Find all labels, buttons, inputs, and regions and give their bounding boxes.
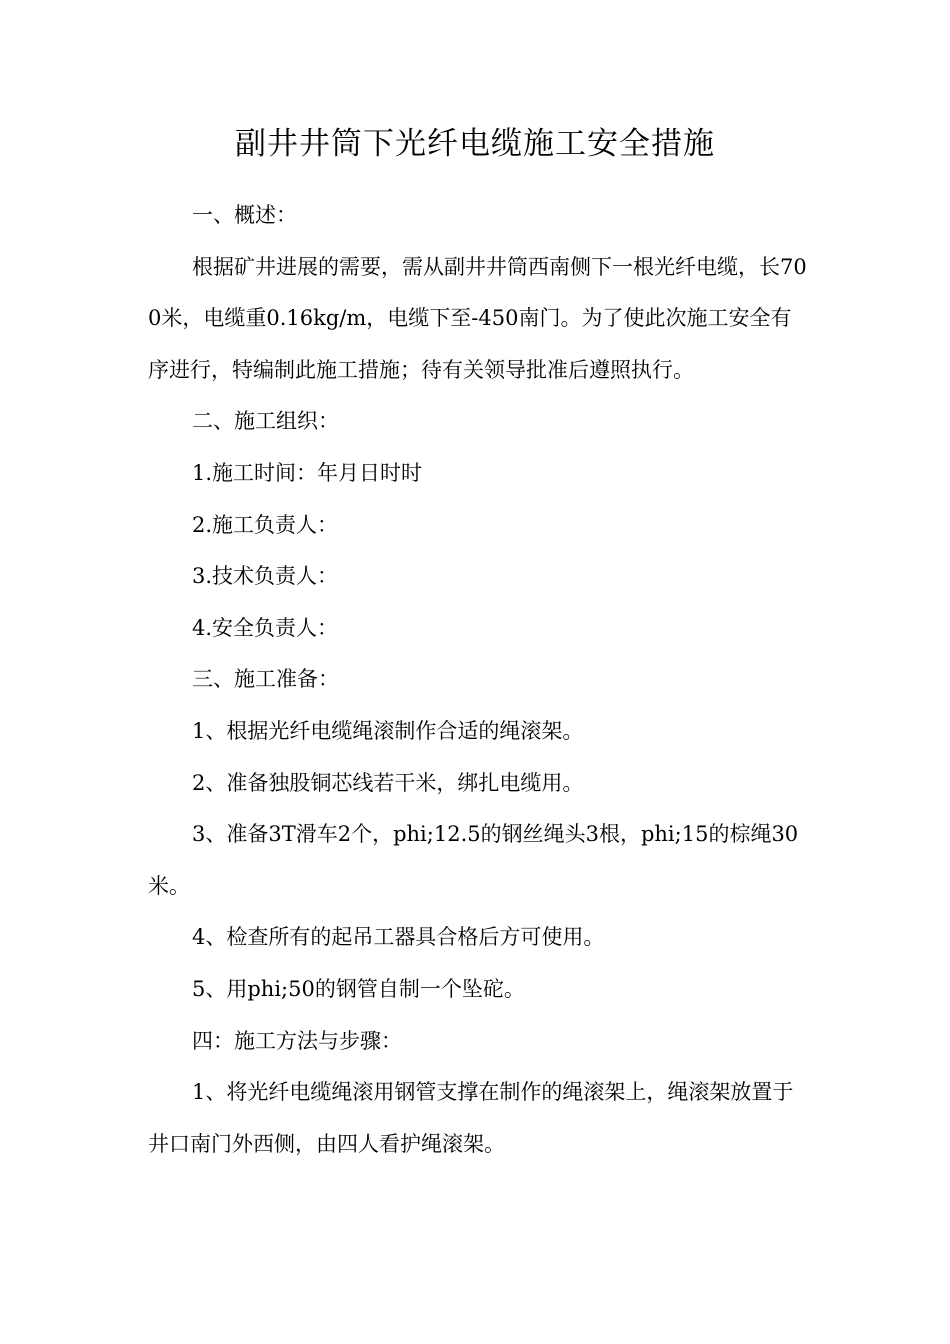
document-body: [148, 190, 808, 1170]
list-item-method-1: 1、将光纤电缆绳滚用钢管支撑在制作的绳滚架上，绳滚架放置于井口南门外西侧，由四人看护绳滚架。: [148, 1080, 794, 1156]
section-heading-organization: 二、施工组织：: [192, 409, 339, 434]
list-item-prep-1: 1、根据光纤电缆绳滚制作合适的绳滚架。: [192, 718, 584, 743]
list-item-prep-3: 3、准备3T滑车2个，phi;12.5的钢丝绳头3根，phi;15的棕绳30米。: [148, 822, 799, 898]
list-item-technical-lead: 3.技术负责人：: [192, 564, 339, 589]
list-item-prep-4: 4、检查所有的起吊工器具合格后方可使用。: [192, 925, 605, 950]
list-item-prep-2: 2、准备独股铜芯线若干米，绑扎电缆用。: [192, 770, 584, 795]
document-title: 副井井筒下光纤电缆施工安全措施: [235, 126, 715, 162]
list-item-construction-lead: 2.施工负责人：: [192, 512, 339, 537]
paragraph-overview-text: 根据矿井进展的需要，需从副井井筒西南侧下一根光纤电缆，长700米，电缆重0.16kg/m，电缆下至-450南门。为了使此次施工安全有序进行，特编制此施工措施；待有关领导批准后遵照执行。: [148, 254, 807, 382]
list-item-prep-5: 5、用phi;50的钢管自制一个坠砣。: [192, 976, 525, 1001]
section-heading-overview: 一、概述：: [192, 203, 297, 227]
section-heading-methods: 四：施工方法与步骤：: [192, 1028, 402, 1053]
list-item-construction-time: 1.施工时间：年月日时时: [192, 460, 423, 485]
list-item-safety-lead: 4.安全负责人：: [192, 615, 339, 640]
section-heading-preparation: 三、施工准备：: [192, 667, 339, 692]
